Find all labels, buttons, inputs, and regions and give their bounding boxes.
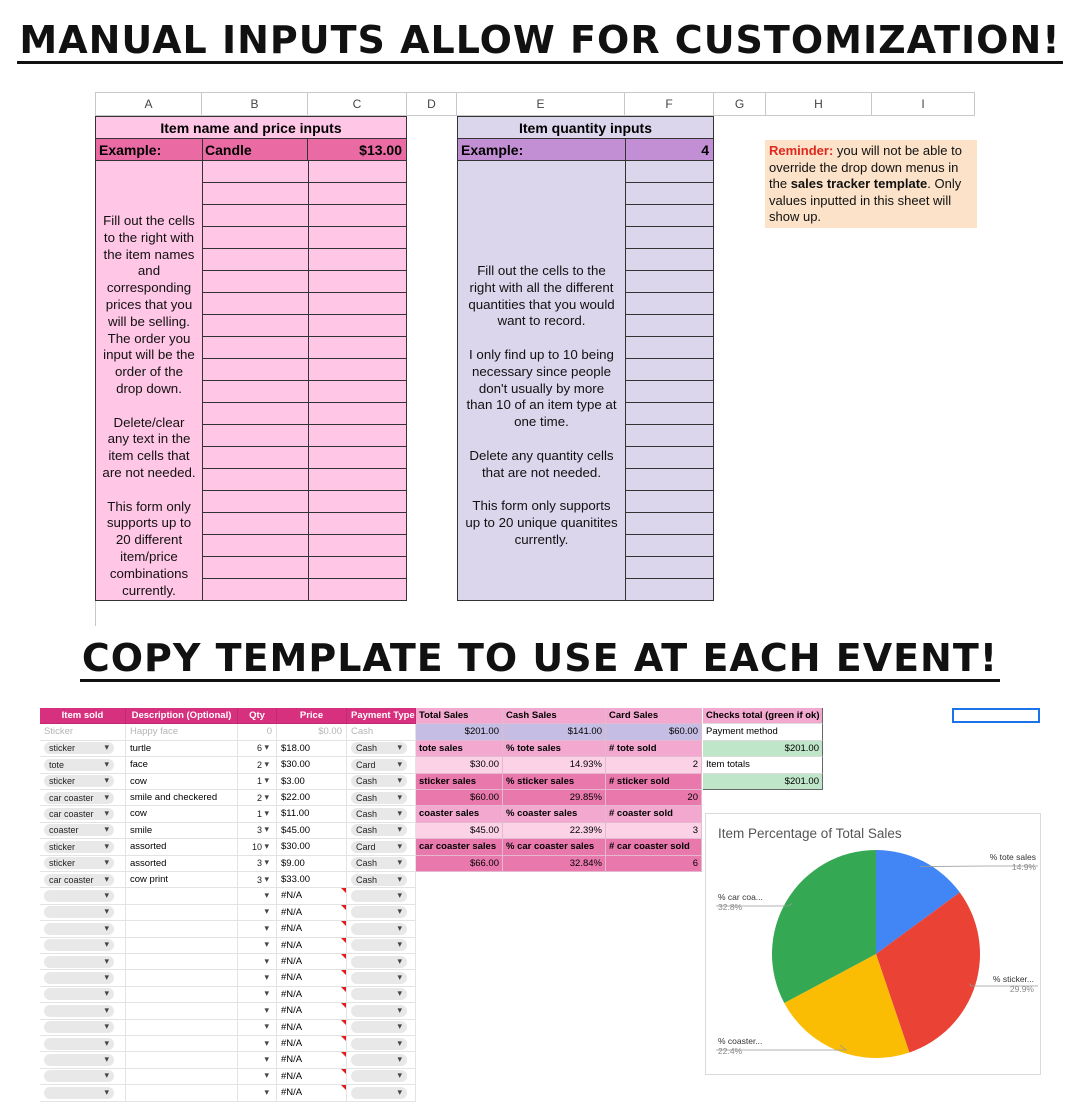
qty-dropdown[interactable] [257, 906, 274, 918]
item-sold-label: # tote sold [606, 741, 702, 757]
payment-type-dropdown[interactable]: Cash ▾ [351, 808, 407, 820]
table-row [40, 1003, 416, 1019]
input-row[interactable] [626, 183, 713, 205]
payment-type-dropdown[interactable]: Cash ▾ [351, 824, 407, 836]
input-row[interactable] [203, 227, 407, 249]
table-row [40, 1085, 416, 1101]
item-sold-dropdown[interactable] [44, 906, 114, 918]
payment-type-dropdown[interactable] [351, 1021, 407, 1033]
item-example-price[interactable]: $13.00 [359, 142, 402, 158]
price-cell: #N/A [277, 1069, 347, 1085]
item-sold-dropdown[interactable] [44, 890, 114, 902]
card-sales-value: $60.00 [606, 724, 702, 740]
input-row[interactable] [626, 579, 713, 601]
qty-dropdown[interactable]: 2 ▾ [252, 792, 274, 804]
reminder-text-1: you will not be able to override the drop down menus in the [769, 143, 962, 191]
item-sold-dropdown[interactable] [44, 1054, 114, 1066]
pie-category-label: % coaster... [718, 1036, 763, 1046]
input-row[interactable] [626, 403, 713, 425]
description-cell[interactable]: cow print [126, 872, 238, 888]
item-sold-dropdown[interactable] [44, 1070, 114, 1082]
input-row[interactable] [626, 447, 713, 469]
payment-type-dropdown[interactable]: Cash ▾ [351, 792, 407, 804]
qty-dropdown[interactable]: 3 ▾ [252, 824, 274, 836]
pie-chart-panel[interactable] [705, 813, 1041, 1075]
payment-type-dropdown[interactable] [351, 1054, 407, 1066]
input-row[interactable] [203, 359, 407, 381]
column-header-c[interactable]: C [308, 93, 407, 115]
price-cell: $22.00 [277, 790, 347, 806]
description-cell[interactable] [126, 1085, 238, 1101]
item-sold-value: 2 [606, 757, 702, 773]
cash-sales-label: Cash Sales [503, 708, 606, 724]
header-qty: Qty [238, 708, 277, 724]
sales-table-header [40, 708, 416, 724]
table-row [40, 1069, 416, 1085]
price-cell: #N/A [277, 1020, 347, 1036]
item-sales-label: car coaster sales [416, 839, 503, 855]
payment-type-dropdown[interactable]: Cash ▾ [351, 775, 407, 787]
input-row[interactable] [203, 205, 407, 227]
quantity-cell-grid[interactable] [625, 161, 713, 601]
price-cell: #N/A [277, 888, 347, 904]
qty-dropdown[interactable]: 6 ▾ [252, 742, 274, 754]
quantity-example-value[interactable]: 4 [701, 142, 709, 158]
input-row[interactable] [203, 315, 407, 337]
item-sales-label: coaster sales [416, 806, 503, 822]
price-cell: $3.00 [277, 774, 347, 790]
payment-type-dropdown[interactable]: Cash ▾ [351, 874, 407, 886]
pie-chart [706, 814, 1042, 1076]
header-price: Price [277, 708, 347, 724]
error-marker [341, 888, 346, 893]
description-cell[interactable]: cow [126, 774, 238, 790]
table-row [40, 872, 416, 888]
payment-type-dropdown[interactable] [351, 972, 407, 984]
item-sold-dropdown[interactable]: coaster ▾ [44, 824, 114, 836]
item-example-label: Example: [99, 142, 162, 158]
error-marker [341, 970, 346, 975]
price-cell: #N/A [277, 1003, 347, 1019]
item-sold-dropdown[interactable] [44, 972, 114, 984]
input-row[interactable] [203, 513, 407, 535]
header-item-sold: Item sold [40, 708, 126, 724]
headline-manual-inputs: MANUAL INPUTS ALLOW FOR CUSTOMIZATION! [19, 18, 1061, 62]
input-row[interactable] [626, 513, 713, 535]
item-sales-value: $45.00 [416, 823, 503, 839]
card-sales-label: Card Sales [606, 708, 702, 724]
qty-dropdown[interactable] [257, 1038, 274, 1050]
item-price-inputs-block [95, 116, 407, 601]
qty-dropdown[interactable] [257, 923, 274, 935]
price-cell: #N/A [277, 921, 347, 937]
column-header-d[interactable]: D [407, 93, 457, 115]
table-row [40, 823, 416, 839]
description-cell[interactable]: assorted [126, 856, 238, 872]
item-pct-value: 22.39% [503, 823, 606, 839]
item-pct-value: 32.84% [503, 856, 606, 872]
item-sales-value: $66.00 [416, 856, 503, 872]
payment-type-dropdown[interactable]: Cash ▾ [351, 857, 407, 869]
pie-value-label: 29.9% [1009, 984, 1034, 994]
input-row[interactable] [626, 491, 713, 513]
column-header-g[interactable]: G [714, 93, 766, 115]
qty-dropdown[interactable] [257, 1005, 274, 1017]
price-cell: #N/A [277, 905, 347, 921]
total-sales-label: Total Sales [416, 708, 503, 724]
payment-type-dropdown[interactable]: Cash ▾ [351, 742, 407, 754]
price-cell: #N/A [277, 938, 347, 954]
description-cell[interactable] [126, 938, 238, 954]
header-payment-type: Payment Type [347, 708, 416, 724]
description-cell[interactable] [126, 987, 238, 1003]
qty-dropdown[interactable] [257, 1087, 274, 1099]
input-row[interactable] [626, 337, 713, 359]
table-row [40, 1020, 416, 1036]
item-sold-dropdown[interactable] [44, 956, 114, 968]
price-cell: #N/A [277, 987, 347, 1003]
item-pct-value: 29.85% [503, 790, 606, 806]
item-sales-label: sticker sales [416, 774, 503, 790]
headline-copy-template: COPY TEMPLATE TO USE AT EACH EVENT! [81, 636, 999, 680]
input-row[interactable] [203, 447, 407, 469]
column-header-h[interactable]: H [766, 93, 872, 115]
input-row[interactable] [203, 293, 407, 315]
table-row [40, 905, 416, 921]
description-cell[interactable]: assorted [126, 839, 238, 855]
input-row[interactable] [203, 491, 407, 513]
item-sold-dropdown[interactable] [44, 1021, 114, 1033]
pie-category-label: % car coa... [718, 892, 763, 902]
item-sold-dropdown[interactable] [44, 939, 114, 951]
item-sales-value: $30.00 [416, 757, 503, 773]
table-row [40, 806, 416, 822]
column-header-e[interactable]: E [457, 93, 625, 115]
input-row[interactable] [203, 161, 407, 183]
table-row [40, 987, 416, 1003]
input-row[interactable] [626, 249, 713, 271]
item-pct-label: % tote sales [503, 741, 606, 757]
error-marker [341, 938, 346, 943]
payment-type-dropdown[interactable]: Card ▾ [351, 759, 407, 771]
description-cell[interactable] [126, 1069, 238, 1085]
reminder-bold: sales tracker template [790, 176, 928, 191]
item-sold-dropdown[interactable]: sticker ▾ [44, 775, 114, 787]
placeholder-payment[interactable]: Cash [347, 724, 416, 740]
item-instructions: Fill out the cells to the right with the item names and corresponding prices that you will be selling. The order you input will be the order of the drop down. Delete/clear any text in the item cells that are not needed. This form only supports up to 20 different item/price combinations currently. [102, 213, 196, 598]
item-sold-dropdown[interactable] [44, 923, 114, 935]
item-sales-value: $60.00 [416, 790, 503, 806]
quantity-instructions: Fill out the cells to the right with all the different quantities that you would want to record. I only find up to 10 being necessary since people don't usually by more than 10 of an item type at one time. Delete any quantity cells that are not needed. This form only supports up to 20 unique quanitites currently. [465, 263, 618, 547]
table-row [40, 1052, 416, 1068]
reminder-label: Reminder: [769, 143, 834, 158]
qty-dropdown[interactable]: 2 ▾ [252, 759, 274, 771]
item-totals-total: $201.00 [703, 774, 823, 790]
description-cell[interactable] [126, 905, 238, 921]
selected-cell[interactable] [952, 708, 1040, 723]
item-sold-dropdown[interactable] [44, 1005, 114, 1017]
table-row [40, 790, 416, 806]
table-row [40, 954, 416, 970]
price-cell: $11.00 [277, 806, 347, 822]
chart-title: Item Percentage of Total Sales [718, 826, 902, 841]
description-cell[interactable] [126, 1003, 238, 1019]
price-cell: #N/A [277, 954, 347, 970]
qty-dropdown[interactable]: 3 ▾ [252, 874, 274, 886]
description-cell[interactable] [126, 1036, 238, 1052]
table-row [40, 921, 416, 937]
input-row[interactable] [626, 271, 713, 293]
input-row[interactable] [626, 381, 713, 403]
payment-type-dropdown[interactable] [351, 1070, 407, 1082]
pie-category-label: % tote sales [989, 852, 1036, 862]
qty-dropdown[interactable] [257, 890, 274, 902]
error-marker [341, 987, 346, 992]
payment-type-dropdown[interactable]: Card ▾ [351, 841, 407, 853]
column-header-a[interactable]: A [95, 93, 202, 115]
error-marker [341, 1052, 346, 1057]
item-sold-label: # car coaster sold [606, 839, 702, 855]
input-sheet [95, 92, 985, 627]
input-row[interactable] [203, 425, 407, 447]
price-cell: $30.00 [277, 757, 347, 773]
error-marker [341, 1085, 346, 1090]
payment-type-dropdown[interactable] [351, 939, 407, 951]
placeholder-row [40, 724, 416, 740]
item-sold-dropdown[interactable] [44, 1087, 114, 1099]
column-header-f[interactable]: F [625, 93, 714, 115]
item-pct-value: 14.93% [503, 757, 606, 773]
input-row[interactable] [203, 381, 407, 403]
pie-value-label: 22.4% [718, 1046, 743, 1056]
item-sold-label: # coaster sold [606, 806, 702, 822]
price-cell: #N/A [277, 970, 347, 986]
description-cell[interactable] [126, 1052, 238, 1068]
item-sold-value: 20 [606, 790, 702, 806]
description-cell[interactable]: smile and checkered [126, 790, 238, 806]
placeholder-qty[interactable]: 0 [238, 724, 277, 740]
qty-dropdown[interactable] [257, 1021, 274, 1033]
error-marker [341, 905, 346, 910]
input-row[interactable] [203, 469, 407, 491]
column-header-b[interactable]: B [202, 93, 308, 115]
item-totals-label: Item totals [703, 757, 823, 773]
description-cell[interactable]: cow [126, 806, 238, 822]
column-header-i[interactable]: I [872, 93, 975, 115]
item-sold-value: 6 [606, 856, 702, 872]
description-cell[interactable] [126, 954, 238, 970]
description-cell[interactable] [126, 970, 238, 986]
input-row[interactable] [626, 293, 713, 315]
price-cell: $30.00 [277, 839, 347, 855]
input-row[interactable] [203, 403, 407, 425]
error-marker [341, 1003, 346, 1008]
header-description: Description (Optional) [126, 708, 238, 724]
description-cell[interactable] [126, 1020, 238, 1036]
placeholder-description[interactable]: Happy face [126, 724, 238, 740]
input-row[interactable] [626, 535, 713, 557]
item-sold-dropdown[interactable]: car coaster ▾ [44, 808, 114, 820]
input-row[interactable] [203, 535, 407, 557]
quantity-inputs-block [457, 116, 714, 601]
qty-dropdown[interactable] [257, 1054, 274, 1066]
input-row[interactable] [203, 557, 407, 579]
item-sold-dropdown[interactable] [44, 1038, 114, 1050]
input-row[interactable] [203, 337, 407, 359]
item-sold-dropdown[interactable]: car coaster ▾ [44, 874, 114, 886]
description-cell[interactable]: smile [126, 823, 238, 839]
input-row[interactable] [626, 359, 713, 381]
price-cell: #N/A [277, 1052, 347, 1068]
error-marker [341, 1069, 346, 1074]
payment-type-dropdown[interactable] [351, 923, 407, 935]
pie-value-label: 14.9% [1011, 862, 1036, 872]
qty-dropdown[interactable] [257, 972, 274, 984]
item-sold-label: # sticker sold [606, 774, 702, 790]
error-marker [341, 1020, 346, 1025]
qty-dropdown[interactable] [257, 988, 274, 1000]
table-row [40, 839, 416, 855]
quantity-title: Item quantity inputs [458, 117, 713, 139]
item-sold-dropdown[interactable]: sticker ▾ [44, 857, 114, 869]
reminder-note [765, 140, 977, 228]
payment-type-dropdown[interactable] [351, 956, 407, 968]
description-cell[interactable] [126, 921, 238, 937]
cash-sales-value: $141.00 [503, 724, 606, 740]
table-row [40, 741, 416, 757]
payment-type-dropdown[interactable] [351, 906, 407, 918]
item-example-name[interactable]: Candle [205, 142, 252, 158]
description-cell[interactable]: turtle [126, 741, 238, 757]
input-row[interactable] [626, 469, 713, 491]
price-cell: #N/A [277, 1036, 347, 1052]
input-row[interactable] [203, 579, 407, 601]
item-pct-label: % sticker sales [503, 774, 606, 790]
item-price-title: Item name and price inputs [96, 117, 406, 139]
input-row[interactable] [626, 227, 713, 249]
item-sold-value: 3 [606, 823, 702, 839]
qty-dropdown[interactable] [257, 956, 274, 968]
payment-type-dropdown[interactable] [351, 1005, 407, 1017]
qty-dropdown[interactable]: 1 ▾ [252, 808, 274, 820]
error-marker [341, 954, 346, 959]
input-row[interactable] [626, 205, 713, 227]
placeholder-price[interactable]: $0.00 [277, 724, 347, 740]
payment-type-dropdown[interactable] [351, 988, 407, 1000]
table-row [40, 774, 416, 790]
total-sales-value: $201.00 [416, 724, 503, 740]
quantity-example-label: Example: [461, 142, 524, 158]
payment-method-label: Payment method [703, 724, 823, 740]
description-cell[interactable] [126, 888, 238, 904]
qty-dropdown[interactable]: 3 ▾ [252, 857, 274, 869]
payment-method-total: $201.00 [703, 741, 823, 757]
price-cell: #N/A [277, 1085, 347, 1101]
item-sold-dropdown[interactable]: sticker ▾ [44, 742, 114, 754]
quantity-example-row [458, 139, 713, 161]
item-sold-dropdown[interactable]: tote ▾ [44, 759, 114, 771]
placeholder-item[interactable]: Sticker [40, 724, 126, 740]
table-row [40, 1036, 416, 1052]
item-pct-label: % coaster sales [503, 806, 606, 822]
price-cell: $45.00 [277, 823, 347, 839]
item-price-cell-grid[interactable] [202, 161, 407, 601]
table-row [40, 888, 416, 904]
input-row[interactable] [203, 183, 407, 205]
price-cell: $18.00 [277, 741, 347, 757]
item-sold-dropdown[interactable]: car coaster ▾ [44, 792, 114, 804]
checks-total-label: Checks total (green if ok) [703, 708, 823, 724]
qty-dropdown[interactable] [257, 939, 274, 951]
item-pct-label: % car coaster sales [503, 839, 606, 855]
input-row[interactable] [203, 271, 407, 293]
item-sold-dropdown[interactable] [44, 988, 114, 1000]
qty-dropdown[interactable] [257, 1070, 274, 1082]
input-row[interactable] [626, 557, 713, 579]
description-cell[interactable]: face [126, 757, 238, 773]
item-example-row [96, 139, 406, 161]
error-marker [341, 1036, 346, 1041]
price-cell: $9.00 [277, 856, 347, 872]
column-header-row [95, 92, 975, 116]
payment-type-dropdown[interactable] [351, 1038, 407, 1050]
payment-type-dropdown[interactable] [351, 890, 407, 902]
qty-dropdown[interactable]: 10 ▾ [247, 841, 274, 853]
item-sales-label: tote sales [416, 741, 503, 757]
reminder-text-2: . Only values inputted in this sheet will show up. [769, 176, 962, 224]
error-marker [341, 921, 346, 926]
input-row[interactable] [626, 161, 713, 183]
pie-category-label: % sticker... [992, 974, 1034, 984]
table-row [40, 856, 416, 872]
table-row [40, 938, 416, 954]
input-row[interactable] [626, 425, 713, 447]
payment-type-dropdown[interactable] [351, 1087, 407, 1099]
price-cell: $33.00 [277, 872, 347, 888]
item-sold-dropdown[interactable]: sticker ▾ [44, 841, 114, 853]
input-row[interactable] [203, 249, 407, 271]
table-row [40, 970, 416, 986]
table-row [40, 757, 416, 773]
pie-value-label: 32.8% [718, 902, 743, 912]
qty-dropdown[interactable]: 1 ▾ [252, 775, 274, 787]
input-row[interactable] [626, 315, 713, 337]
